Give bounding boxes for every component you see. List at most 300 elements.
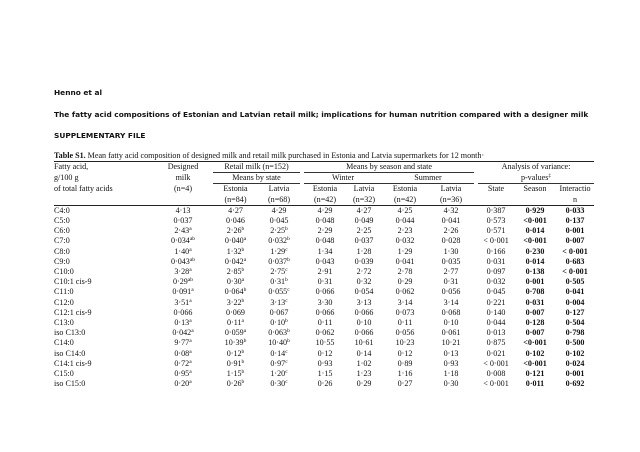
cell-latvia: [258, 359, 300, 369]
cell-estonia-winter: [304, 349, 346, 359]
cell-latvia-superscript: b: [285, 277, 288, 284]
cell-fatty-acid-value: C4:0: [54, 205, 70, 215]
cell-latvia-summer: [428, 216, 474, 226]
cell-latvia-superscript: b: [287, 338, 290, 345]
cell-latvia: [258, 298, 300, 308]
cell-estonia-superscript: b: [241, 267, 245, 274]
table-caption: [54, 151, 484, 160]
cell-latvia-winter: [346, 318, 382, 328]
cell-estonia-winter: [304, 226, 346, 236]
cell-designed-milk-superscript: a: [189, 297, 192, 304]
cell-p-state-value: 0·387: [486, 205, 506, 215]
cell-estonia-value: 0·064: [224, 287, 244, 297]
cell-estonia-summer-value: 0·032: [395, 236, 415, 246]
cell-latvia-superscript: c: [285, 369, 288, 376]
cell-latvia-winter-value: 1·23: [356, 369, 372, 379]
cell-estonia: [213, 236, 258, 246]
cell-estonia-summer-value: 0·062: [395, 287, 415, 297]
cell-estonia-winter-value: 0·11: [317, 318, 333, 328]
cell-p-interaction-value: 0·004: [565, 297, 585, 307]
cell-estonia-superscript: b: [241, 369, 245, 376]
cell-p-state: [478, 277, 514, 287]
cell-latvia-summer: [428, 298, 474, 308]
cell-estonia-winter: [304, 267, 346, 277]
cell-p-season-value: 0·230: [525, 246, 545, 256]
cell-estonia-winter: [304, 216, 346, 226]
cell-fatty-acid-value: C7:0: [54, 236, 70, 246]
cell-estonia-value: 1·32: [226, 246, 242, 256]
cell-latvia-winter: [346, 369, 382, 379]
cell-p-interaction: [556, 338, 594, 348]
cell-estonia: [213, 298, 258, 308]
cell-latvia-summer: [428, 247, 474, 257]
cell-latvia-superscript: b: [285, 226, 288, 233]
cell-designed-milk: [157, 369, 209, 379]
cell-latvia-summer-value: 3·14: [443, 297, 459, 307]
cell-fatty-acid: [54, 257, 157, 267]
cell-latvia-winter: [346, 267, 382, 277]
cell-fatty-acid-value: iso C14:0: [54, 348, 86, 358]
cell-latvia-summer-value: 0·056: [441, 287, 461, 297]
cell-latvia-winter-value: 2·25: [356, 226, 372, 236]
cell-fatty-acid-value: C11:0: [54, 287, 74, 297]
cell-fatty-acid: [54, 277, 157, 287]
cell-fatty-acid: [54, 226, 157, 236]
cell-fatty-acid-value: C6:0: [54, 226, 70, 236]
cell-p-interaction-value: 0·127: [565, 307, 585, 317]
cell-designed-milk-value: 0·08: [174, 348, 190, 358]
table-row: [54, 349, 594, 359]
cell-p-season-value: 0·007: [525, 307, 545, 317]
cell-designed-milk-superscript: a: [189, 348, 192, 355]
cell-latvia-value: 1·29: [270, 246, 286, 256]
cell-designed-milk: [157, 328, 209, 338]
header-interaction-1: Interactio: [559, 184, 591, 194]
cell-latvia-summer-value: 0·061: [441, 328, 461, 338]
cell-fatty-acid-value: C5:0: [54, 216, 70, 226]
cell-estonia-summer-value: 0·073: [395, 307, 415, 317]
cell-p-season: [514, 226, 556, 236]
cell-latvia-summer-value: 1·18: [443, 369, 459, 379]
cell-designed-milk: [157, 298, 209, 308]
cell-p-season: [514, 205, 556, 216]
cell-fatty-acid-value: C9:0: [54, 256, 70, 266]
cell-latvia: [258, 257, 300, 267]
cell-estonia-superscript: b: [243, 287, 247, 294]
cell-latvia: [258, 369, 300, 379]
cell-fatty-acid: [54, 359, 157, 369]
cell-p-state-value: 0·021: [486, 348, 506, 358]
cell-designed-milk-value: 0·20: [174, 379, 190, 389]
cell-latvia-winter: [346, 226, 382, 236]
cell-estonia-value: 0·12: [226, 348, 242, 358]
cell-fatty-acid: [54, 267, 157, 277]
cell-designed-milk-value: 0·066: [173, 307, 193, 317]
cell-estonia: [213, 226, 258, 236]
cell-estonia-winter-value: 4·29: [317, 205, 333, 215]
cell-estonia-superscript: a: [243, 256, 247, 263]
cell-estonia-summer: [382, 287, 428, 297]
cell-estonia: [213, 359, 258, 369]
cell-fatty-acid-value: C14:0: [54, 338, 74, 348]
cell-designed-milk-value: 2·43: [174, 226, 190, 236]
cell-designed-milk: [157, 226, 209, 236]
cell-p-interaction: [556, 257, 594, 267]
cell-p-state-value: 0·013: [486, 328, 506, 338]
cell-latvia-summer-value: 0·028: [441, 236, 461, 246]
cell-estonia-winter: [304, 277, 346, 287]
cell-estonia-summer-value: 0·044: [395, 216, 415, 226]
cell-latvia-winter: [346, 349, 382, 359]
cell-estonia-superscript: b: [241, 379, 245, 386]
cell-estonia-summer-value: 2·78: [397, 267, 413, 277]
table-row: [54, 308, 594, 318]
cell-designed-milk-value: 0·091: [172, 287, 192, 297]
cell-latvia-value: 0·055: [268, 287, 288, 297]
cell-p-interaction-value: 0·500: [565, 338, 585, 348]
cell-p-interaction-value: 0·137: [565, 216, 585, 226]
cell-p-state: [478, 328, 514, 338]
supplementary-label: SUPPLEMENTARY FILE: [54, 131, 146, 140]
cell-p-season-value: <0·001: [523, 358, 547, 368]
cell-p-season: [514, 308, 556, 318]
table-row: [54, 379, 594, 389]
cell-p-interaction: [556, 205, 594, 216]
cell-estonia-summer: [382, 328, 428, 338]
cell-estonia: [213, 349, 258, 359]
cell-designed-milk-value: 0·034: [170, 236, 190, 246]
cell-p-state: [478, 338, 514, 348]
cell-estonia: [213, 369, 258, 379]
cell-designed-milk-superscript: ab: [189, 256, 196, 263]
cell-estonia-value: 0·046: [226, 216, 245, 226]
cell-estonia-summer: [382, 308, 428, 318]
cell-p-season-value: 0·121: [525, 369, 545, 379]
cell-p-interaction-value: 0·798: [565, 328, 585, 338]
cell-latvia-winter-value: 0·054: [354, 287, 374, 297]
cell-p-interaction-value: 0·692: [565, 379, 585, 389]
cell-latvia-winter: [346, 338, 382, 348]
cell-estonia-value: 0·042: [224, 256, 244, 266]
cell-latvia-summer: [428, 277, 474, 287]
cell-estonia-summer: [382, 257, 428, 267]
cell-p-interaction: [556, 287, 594, 297]
cell-fatty-acid: [54, 287, 157, 297]
cell-latvia-winter-value: 10·61: [354, 338, 374, 348]
cell-latvia-winter-value: 0·039: [354, 256, 374, 266]
cell-estonia-summer: [382, 359, 428, 369]
table-row: [54, 236, 594, 246]
cell-p-season: [514, 247, 556, 257]
cell-p-state-value: 0·097: [486, 267, 506, 277]
cell-latvia-superscript: b: [285, 318, 288, 325]
cell-estonia-winter: [304, 205, 346, 216]
cell-latvia-summer-value: 0·068: [441, 307, 461, 317]
cell-p-season-value: 0·001: [525, 277, 545, 287]
cell-estonia-winter: [304, 247, 346, 257]
cell-p-interaction: [556, 369, 594, 379]
cell-p-interaction: [556, 247, 594, 257]
cell-designed-milk: [157, 379, 209, 389]
cell-designed-milk-value: 0·037: [173, 216, 193, 226]
cell-p-interaction: [556, 359, 594, 369]
cell-designed-milk: [157, 349, 209, 359]
cell-estonia-value: 2·26: [226, 226, 242, 236]
cell-estonia-summer: [382, 379, 428, 389]
cell-designed-milk: [157, 236, 209, 246]
cell-designed-milk-superscript: a: [189, 246, 192, 253]
cell-latvia: [258, 216, 300, 226]
header-latvia-n: (n=68): [267, 194, 291, 204]
header-means-by-state: Means by state: [213, 173, 300, 184]
table-row: [54, 226, 594, 236]
cell-p-season: [514, 267, 556, 277]
cell-estonia: [213, 379, 258, 389]
cell-latvia-winter-value: 2·72: [356, 267, 372, 277]
table-row: [54, 257, 594, 267]
cell-latvia-summer: [428, 267, 474, 277]
cell-p-state: [478, 349, 514, 359]
cell-designed-milk: [157, 267, 209, 277]
cell-p-interaction: [556, 236, 594, 246]
table-row: [54, 318, 594, 328]
cell-designed-milk-value: 0·043: [170, 256, 190, 266]
cell-fatty-acid: [54, 328, 157, 338]
cell-latvia-superscript: c: [285, 379, 288, 386]
cell-latvia-superscript: c: [285, 348, 288, 355]
cell-p-state: [478, 216, 514, 226]
cell-designed-milk-superscript: a: [189, 338, 192, 345]
cell-estonia: [213, 338, 258, 348]
cell-p-state-value: 0·221: [486, 297, 506, 307]
cell-estonia: [213, 216, 258, 226]
cell-latvia-value: 10·40: [268, 338, 288, 348]
cell-estonia-superscript: b: [243, 338, 247, 345]
cell-p-state-value: 0·875: [486, 338, 506, 348]
cell-latvia-winter-value: 0·066: [354, 328, 374, 338]
cell-p-season-value: <0·001: [523, 216, 547, 226]
cell-p-interaction-value: 0·683: [565, 256, 585, 266]
cell-estonia: [213, 267, 258, 277]
header-estonia-winter-n: (n=42): [313, 194, 337, 204]
header-retail-milk: Retail milk (n=152): [213, 162, 300, 173]
header-analysis: Analysis of variance:: [501, 162, 571, 172]
cell-p-season: [514, 257, 556, 267]
cell-estonia-value: 0·26: [226, 379, 242, 389]
cell-p-interaction: [556, 226, 594, 236]
cell-p-season: [514, 287, 556, 297]
cell-estonia-summer-value: 4·25: [397, 205, 413, 215]
cell-estonia-winter-value: 0·066: [315, 287, 335, 297]
header-interaction-2: n: [573, 194, 578, 204]
cell-latvia-summer-value: 10·21: [441, 338, 461, 348]
cell-estonia-winter-value: 10·55: [315, 338, 335, 348]
cell-fatty-acid-value: C8:0: [54, 246, 70, 256]
cell-estonia-summer-value: 0·29: [397, 277, 413, 287]
cell-p-interaction-value: 0·102: [565, 348, 585, 358]
cell-p-interaction: [556, 379, 594, 389]
cell-latvia-winter-value: 3·13: [356, 297, 372, 307]
cell-latvia-summer-value: 0·13: [443, 348, 459, 358]
cell-latvia-summer-value: 2·77: [443, 267, 459, 277]
cell-estonia-winter-value: 0·31: [317, 277, 333, 287]
cell-p-interaction-value: 0·033: [565, 205, 585, 215]
cell-estonia-summer-value: 0·12: [397, 348, 413, 358]
cell-p-state: [478, 298, 514, 308]
cell-p-season-value: 0·031: [525, 297, 545, 307]
cell-p-state: [478, 205, 514, 216]
cell-estonia: [213, 205, 258, 216]
cell-designed-milk-superscript: ab: [187, 277, 194, 284]
cell-latvia-value: 0·30: [270, 379, 286, 389]
cell-p-interaction: [556, 277, 594, 287]
cell-designed-milk: [157, 287, 209, 297]
cell-estonia-winter-value: 0·066: [315, 307, 335, 317]
table-header: [54, 162, 594, 206]
cell-p-season-value: 0·929: [525, 205, 545, 215]
cell-fatty-acid: [54, 205, 157, 216]
cell-designed-milk-value: 3·28: [174, 267, 190, 277]
paper-title: The fatty acid compositions of Estonian and Latvian retail milk; implications for human nutrition compared with a designer milk: [54, 110, 589, 119]
cell-latvia-winter: [346, 236, 382, 246]
cell-latvia-summer: [428, 338, 474, 348]
cell-fatty-acid-value: C12:1 cis-9: [54, 307, 92, 317]
header-state: State: [487, 184, 505, 194]
cell-designed-milk: [157, 257, 209, 267]
cell-latvia-summer: [428, 349, 474, 359]
cell-p-state-value: 0·045: [486, 287, 506, 297]
cell-latvia-winter: [346, 308, 382, 318]
cell-estonia-summer: [382, 267, 428, 277]
cell-estonia-winter: [304, 236, 346, 246]
cell-p-interaction: [556, 328, 594, 338]
cell-estonia-winter: [304, 328, 346, 338]
cell-estonia-summer-value: 10·23: [395, 338, 415, 348]
cell-latvia-value: 0·032: [268, 236, 288, 246]
cell-estonia-summer-value: 3·14: [397, 297, 413, 307]
cell-p-season-value: 0·014: [525, 226, 545, 236]
cell-latvia-value: 0·97: [270, 358, 286, 368]
header-latvia-winter-n: (n=32): [352, 194, 376, 204]
cell-fatty-acid: [54, 298, 157, 308]
cell-designed-milk: [157, 308, 209, 318]
cell-p-season-value: 0·102: [525, 348, 545, 358]
cell-estonia: [213, 308, 258, 318]
cell-p-state: [478, 308, 514, 318]
cell-estonia: [213, 287, 258, 297]
cell-latvia-winter-value: 0·066: [354, 307, 374, 317]
cell-p-interaction: [556, 308, 594, 318]
cell-p-state-value: 0·140: [486, 307, 506, 317]
cell-p-state-value: 0·008: [486, 369, 506, 379]
cell-p-interaction: [556, 298, 594, 308]
cell-fatty-acid-value: C12:0: [54, 297, 74, 307]
cell-estonia-value: 0·11: [227, 318, 242, 328]
cell-estonia-superscript: b: [241, 226, 245, 233]
cell-estonia-winter-value: 2·29: [317, 226, 333, 236]
cell-latvia-summer-value: 1·30: [443, 246, 459, 256]
cell-latvia-summer-value: 0·10: [443, 318, 459, 328]
cell-estonia-summer: [382, 236, 428, 246]
cell-latvia-winter: [346, 287, 382, 297]
cell-latvia-value: 0·063: [268, 328, 288, 338]
cell-p-season: [514, 349, 556, 359]
cell-estonia-winter-value: 0·048: [315, 216, 335, 226]
header-summer: Summer: [382, 173, 474, 184]
cell-estonia-summer-value: 0·056: [395, 328, 415, 338]
cell-p-interaction-value: 0·001: [565, 369, 585, 379]
cell-p-state: [478, 369, 514, 379]
cell-p-season-value: 0·708: [525, 287, 545, 297]
cell-estonia-winter-value: 1·34: [317, 246, 333, 256]
cell-p-season: [514, 338, 556, 348]
cell-latvia-summer-value: 0·30: [443, 379, 459, 389]
cell-latvia-winter-value: 0·14: [356, 348, 372, 358]
cell-designed-milk-value: 0·72: [174, 358, 190, 368]
cell-estonia-winter-value: 0·048: [315, 236, 335, 246]
cell-latvia: [258, 318, 300, 328]
cell-fatty-acid-value: C15:0: [54, 369, 74, 379]
cell-p-state: [478, 236, 514, 246]
table-row: [54, 359, 594, 369]
cell-p-season-value: 0·007: [525, 328, 545, 338]
table-row: [54, 267, 594, 277]
cell-p-state: [478, 247, 514, 257]
cell-designed-milk-superscript: a: [189, 358, 192, 365]
cell-designed-milk: [157, 205, 209, 216]
header-designed-milk-2: milk: [175, 173, 191, 183]
cell-estonia-value: 1·15: [226, 369, 242, 379]
cell-fatty-acid: [54, 349, 157, 359]
cell-latvia-winter: [346, 379, 382, 389]
cell-p-season: [514, 379, 556, 389]
cell-p-season: [514, 277, 556, 287]
cell-p-interaction-value: 0·505: [565, 277, 585, 287]
cell-p-season: [514, 328, 556, 338]
cell-estonia-value: 3·22: [226, 297, 242, 307]
header-season: Season: [523, 184, 547, 194]
cell-latvia-summer-value: 0·035: [441, 256, 461, 266]
cell-designed-milk-value: 9·77: [174, 338, 190, 348]
cell-latvia: [258, 328, 300, 338]
cell-latvia: [258, 308, 300, 318]
table-row: [54, 216, 594, 226]
cell-p-interaction-value: 0·504: [565, 318, 585, 328]
header-estonia: Estonia: [223, 184, 248, 194]
cell-p-state: [478, 267, 514, 277]
cell-estonia: [213, 247, 258, 257]
cell-latvia-summer-value: 0·041: [441, 216, 461, 226]
cell-estonia-winter-value: 3·30: [317, 297, 333, 307]
cell-p-interaction-value: 0·041: [565, 287, 585, 297]
cell-p-state-value: 0·044: [486, 318, 506, 328]
cell-p-state-value: < 0·001: [483, 358, 509, 368]
header-fatty-acid-2: g/100 g: [54, 173, 79, 183]
cell-fatty-acid: [54, 216, 157, 226]
cell-latvia-value: 0·10: [270, 318, 286, 328]
cell-p-interaction-value: < 0·001: [562, 246, 588, 256]
cell-estonia-summer: [382, 247, 428, 257]
cell-estonia-value: 0·91: [226, 358, 242, 368]
cell-estonia-value: 0·069: [226, 307, 245, 317]
cell-fatty-acid-value: iso C15:0: [54, 379, 86, 389]
cell-estonia-summer: [382, 318, 428, 328]
cell-estonia-winter: [304, 338, 346, 348]
cell-estonia-value: 10·39: [224, 338, 244, 348]
cell-estonia-winter-value: 1·15: [317, 369, 333, 379]
cell-latvia-winter-value: 0·037: [354, 236, 374, 246]
cell-latvia-summer: [428, 287, 474, 297]
